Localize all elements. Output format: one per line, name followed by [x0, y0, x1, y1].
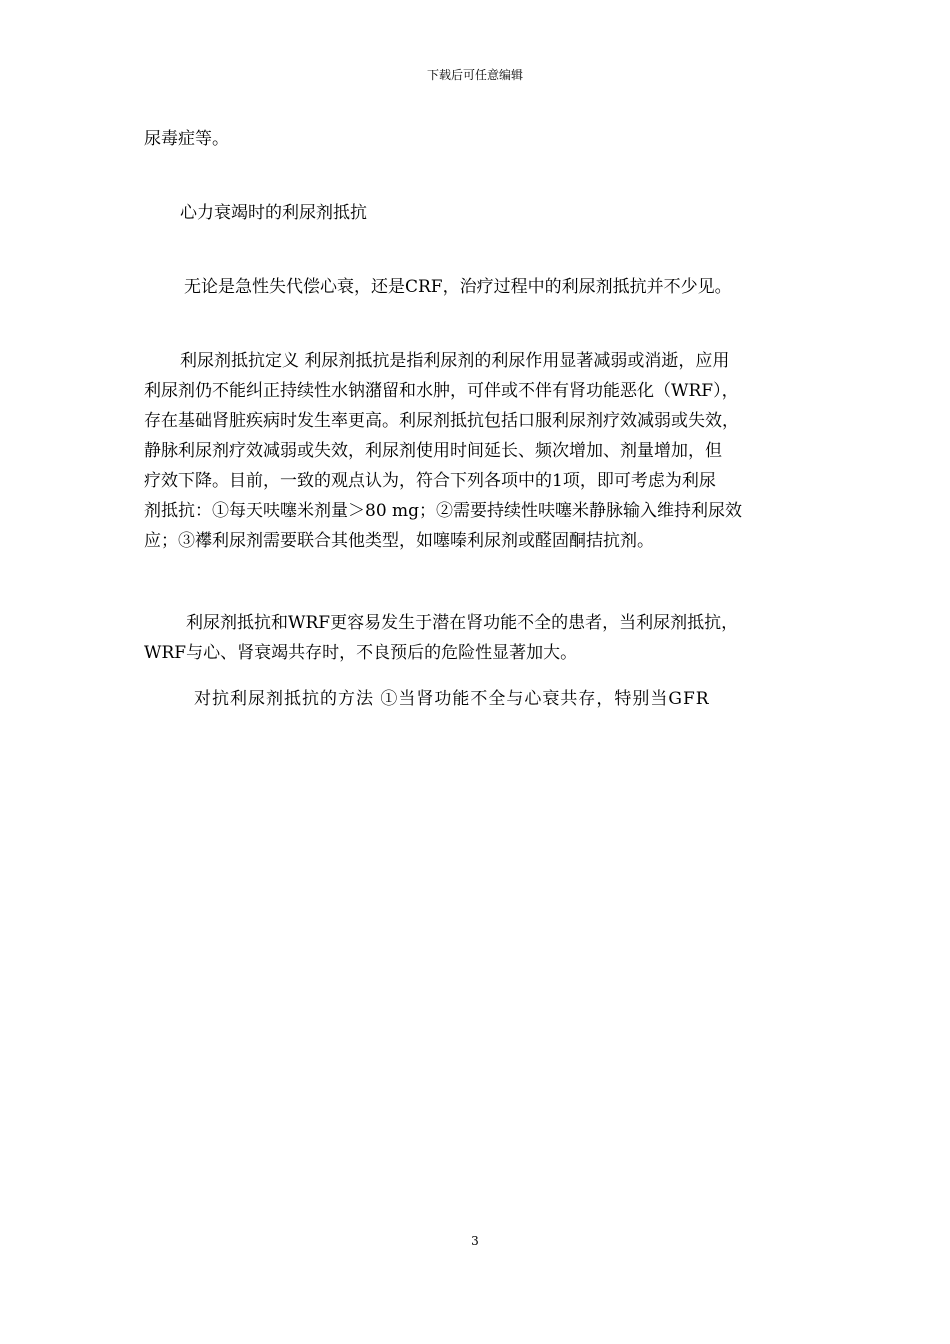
paragraph-3-line-4: 静脉利尿剂疗效减弱或失效，利尿剂使用时间延长、频次增加、剂量增加，但	[144, 441, 722, 461]
paragraph-3-line-3: 存在基础肾脏疾病时发生率更高。利尿剂抵抗包括口服利尿剂疗效减弱或失效，	[144, 411, 739, 431]
paragraph-3-line-6: 剂抵抗：①每天呋噻米剂量＞80 mg；②需要持续性呋噻米静脉输入维持利尿效	[144, 501, 743, 521]
paragraph-3-line-7: 应；③襻利尿剂需要联合其他类型，如噻嗪利尿剂或醛固酮拮抗剂。	[144, 531, 654, 551]
paragraph-3-line-2: 利尿剂仍不能纠正持续性水钠潴留和水肿，可伴或不伴有肾功能恶化（WRF），	[144, 381, 739, 401]
paragraph-3-line-5: 疗效下降。目前，一致的观点认为，符合下列各项中的1项，即可考虑为利尿	[144, 471, 716, 491]
paragraph-4-line-2: WRF与心、肾衰竭共存时，不良预后的危险性显著加大。	[144, 643, 578, 663]
paragraph-3-line-1: 利尿剂抵抗定义 利尿剂抵抗是指利尿剂的利尿作用显著减弱或消逝，应用	[180, 351, 730, 371]
paragraph-1: 尿毒症等。	[144, 129, 229, 149]
paragraph-3	[144, 346, 824, 556]
paragraph-4	[144, 608, 824, 668]
paragraph-5: 对抗利尿剂抵抗的方法 ①当肾功能不全与心衰共存，特别当GFR	[194, 689, 710, 709]
page-header: 下载后可任意编辑	[426, 68, 523, 82]
page-number: 3	[471, 1234, 479, 1248]
section-heading: 心力衰竭时的利尿剂抵抗	[180, 203, 367, 223]
paragraph-4-line-1: 利尿剂抵抗和WRF更容易发生于潜在肾功能不全的患者，当利尿剂抵抗，	[186, 613, 739, 633]
paragraph-2: 无论是急性失代偿心衰，还是CRF，治疗过程中的利尿剂抵抗并不少见。	[184, 277, 732, 297]
